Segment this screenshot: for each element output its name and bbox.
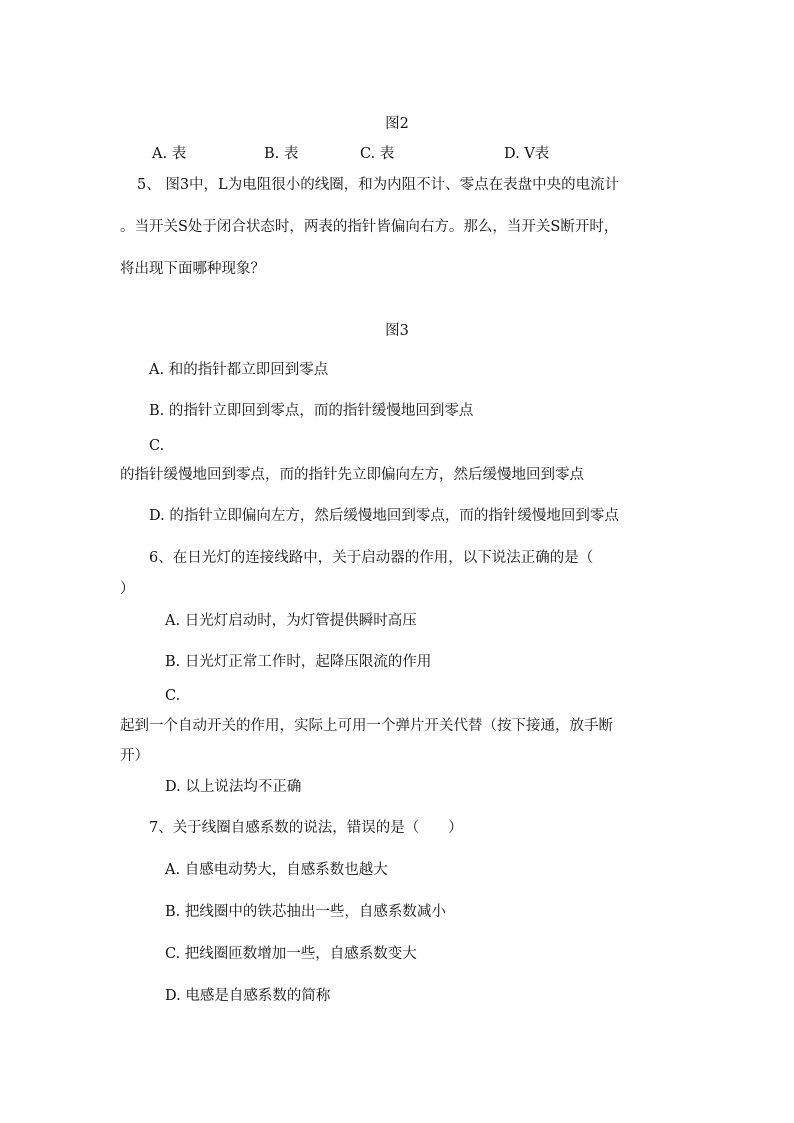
- q4-option-b: B. 表: [264, 146, 299, 162]
- q6-option-c-label: C.: [165, 688, 181, 704]
- figure-3-caption: 图3: [385, 323, 409, 339]
- q5-option-a: A. 和的指针都立即回到零点: [149, 362, 329, 378]
- q5-option-b: B. 的指针立即回到零点，而的指针缓慢地回到零点: [149, 403, 474, 419]
- q4-option-c: C. 表: [360, 146, 395, 162]
- q7-stem: 7、关于线圈自感系数的说法，错误的是（ ）: [149, 820, 463, 836]
- q6-stem-line-1: 6、在日光灯的连接线路中，关于启动器的作用，以下说法正确的是（: [149, 550, 594, 566]
- q6-option-d: D. 以上说法均不正确: [165, 779, 302, 795]
- q6-stem-line-2: ）: [120, 581, 135, 597]
- q6-option-c-text-line-2: 开）: [120, 748, 149, 764]
- q4-option-d: D. V表: [504, 146, 550, 162]
- q7-option-b: B. 把线圈中的铁芯抽出一些，自感系数减小: [165, 904, 446, 920]
- figure-2-caption: 图2: [385, 116, 409, 132]
- q7-option-d: D. 电感是自感系数的简称: [165, 988, 331, 1004]
- q6-option-a: A. 日光灯启动时，为灯管提供瞬时高压: [165, 613, 417, 629]
- q7-option-a: A. 自感电动势大，自感系数也越大: [165, 862, 388, 878]
- q7-option-c: C. 把线圈匝数增加一些，自感系数变大: [165, 946, 417, 962]
- q5-option-d: D. 的指针立即偏向左方，然后缓慢地回到零点，而的指针缓慢地回到零点: [149, 508, 619, 524]
- q5-stem-line-3: 将出现下面哪种现象？: [120, 261, 265, 277]
- q5-option-c-text: 的指针缓慢地回到零点，而的指针先立即偏向左方，然后缓慢地回到零点: [120, 467, 584, 483]
- q5-stem-line-2: 。当开关S处于闭合状态时，两表的指针皆偏向右方。那么，当开关S断开时，: [120, 219, 619, 235]
- q5-option-c-label: C.: [149, 438, 165, 454]
- q5-stem-line-1: 5、 图3中，L为电阻很小的线圈，和为内阻不计、零点在表盘中央的电流计: [137, 177, 620, 193]
- q6-option-c-text-line-1: 起到一个自动开关的作用，实际上可用一个弹片开关代替（按下接通，放手断: [120, 718, 613, 734]
- q4-option-a: A. 表: [152, 146, 187, 162]
- q6-option-b: B. 日光灯正常工作时，起降压限流的作用: [165, 654, 432, 670]
